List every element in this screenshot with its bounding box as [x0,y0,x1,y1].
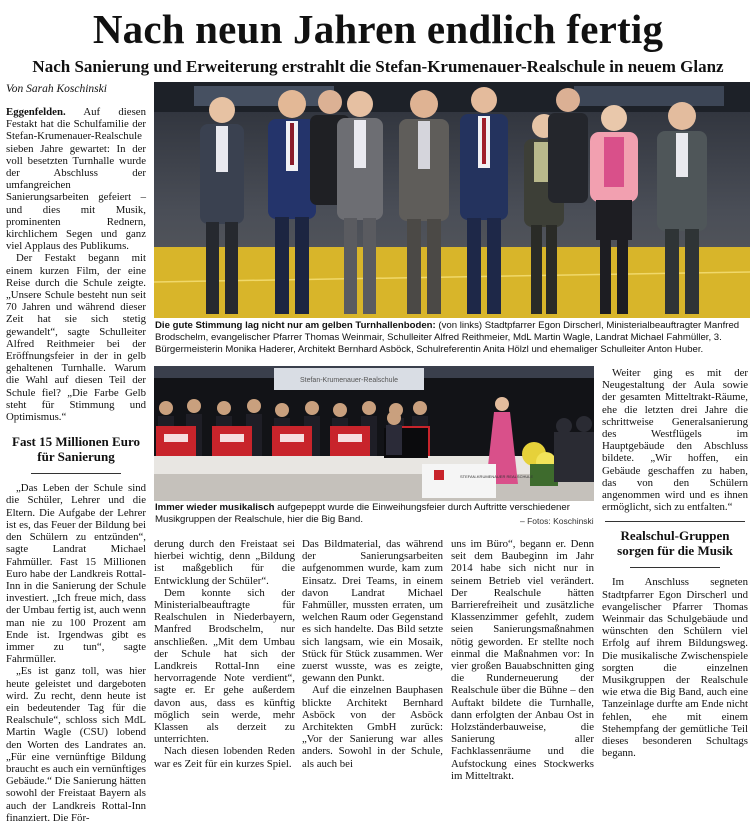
group-photo [154,82,750,318]
big-band-photo [154,366,594,501]
caption-text: (von links) Stadtpfarrer Egon Dirscherl, Ministerialbeauftragter Manfred Brodschelm, evangelischer Pfarrer Thomas Weinmair, Schulleiter Alfred Reithmeier, MdL Martin Wagle, Landrat Michael Fahmüller, 3. Bürgermeisterin Monika Haderer, Architekt Bernhard Asböck, Schulreferentin Anita Hölzl und ehemaliger Schulleiter Anton Huber. [155,320,740,355]
paragraph: „Das Leben der Schule sind die Schüler, Lehrer und die Eltern. Die Aufgabe der Lehrer ist es, das Feuer der Bildung bei den Schülern zu entzünden“, sagte Landrat Michael Fahmüller. Fast 15 Millionen Euro habe der Landkreis Rottal-Inn in die Sanierung der Schule investiert. „Ich freue mich, dass der Umbau fertig ist, auch wenn man nie zu 100 Prozent am Ende ist. Irgendwas gibt es immer zu tun“, sagte Fahrmüller. [6,482,146,666]
paragraph: Nach diesen lobenden Reden war es Zeit für ein kurzes Spiel. [154,745,295,770]
dateline: Eggenfelden. [6,106,66,118]
banner-text: Stefan-Krumenauer-Realschule [299,377,399,384]
article-headline: Nach neun Jahren endlich fertig [92,6,664,52]
paragraph: uns im Büro“, begann er. Denn seit dem Baubeginn im Jahr 2014 habe sich nicht nur in seinem Betrieb viel verändert. Der Realschule hätten Barrierefreiheit und zusätzliche Klassenzimmer gefehlt, zudem seien Sanierungsmaßnahmen nötig geworden. Er stellte noch einmal die Maßnahmen vor: In vier großen Bauabschnitten ging die Runderneuerung der Realschule über die Bühne – den Auftakt bildete die Turnhalle, dann erfolgten der Anbau Ost in Holzständerbauweise, die Sanierung aller Fachklassenräume und die Aufstockung eines Stockwerks im Mitteltrakt. [451,538,594,782]
heading-rule [31,473,121,474]
paragraph: „Es ist ganz toll, was hier heute geleistet und dargeboten wird. Zu recht, denn heute ist ein bedeutender Tag für die Realschule“, schloss sich MdL Martin Wagle (CSU) lobend den Worten des Landrates an. „Für eine vernünftige Bildung braucht es auch ein vernünftiges Gebäude.“ Die Sanierung hätten sowohl der Freistaat Bayern als auch der Landkreis Rottal-Inn finanziert. Die För- [6,665,146,824]
caption-text: aufgepeppt wurde die Einweihungsfeier durch Auftritte verschiedener Musikgruppen der Realschule, hier die Big Band. [155,502,570,525]
column-rule [605,521,745,522]
article-byline: Von Sarah Koschinski [6,83,107,95]
paragraph: Der Festakt begann mit einem kurzen Film, der eine Reise durch die Schule zeigte. „Unsere Schule besteht nun seit 70 Jahren und während dieser Zeit hat sie sich stetig gewandelt“, sagte Schulleiter Alfred Reithmeier bei der Eröffnungsfeier in der in gelb gehaltenen Turnhalle. Warum die Wahl auf diesen Teil der Schule fiel? „Die Farbe Gelb steht für Stimmung und Optimismus.“ [6,252,146,424]
section-heading: Fast 15 Millionen Euro für Sanierung [12,434,140,465]
paragraph: Das Bildmaterial, das während der Sanierungsarbeiten aufgenommen wurde, kam zum Einsatz. Drei Teams, in einem davon Landrat Michael Fahmüller, mussten erraten, um welchen Raum oder Gegenstand es sich handelte. Das Bild setzte sich langsam, wie ein Mosaik, Stück für Stück zusammen. Wer zuerst wusste, was es zeigte, gewann den Punkt. [302,538,443,685]
paragraph: Weiter ging es mit der Neugestaltung der Aula sowie der gesamten Mitteltrakt-Räume, ehe die letzten drei Jahre die schrittweise Generalsanierung des Westflügels im Hauptgebäude den Abschluss bildete. „Wir hoffen, ein Gebäude geschaffen zu haben, das von den Schülern angenommen wird und es ihnen ermöglicht, sich zu entfalten.“ [602,367,748,514]
article-subheadline: Nach Sanierung und Erweiterung erstrahlt die Stefan-Krumenauer-Realschule in neuem Glanz [32,57,724,76]
paragraph: Auf die einzelnen Bauphasen blickte Architekt Bernhard Asböck von der Asböck Architekten GmbH zurück: „Vor der Sanierung war alles anders. Sowohl in der Schule, als auch bei [302,684,443,770]
group-photo-caption [155,320,748,356]
paragraph: Eggenfelden. Auf diesen Festakt hat die Schulfamilie der Stefan-Krumenauer-Realschule sieben Jahre gewartet: In der voll besetzten Turnhalle wurde der Abschluss der umfangreichen Sanierungsarbeiten gefeiert – und dies mit Musik, prominenten Rednern, kirchlichem Segen und ganz viel Applaus des Publikums. [6,106,146,253]
article-column-3 [302,538,443,770]
paragraph: derung durch den Freistaat sei hierbei wichtig, denn „Bildung ist maßgeblich für die Entwicklung der Schüler“. [154,538,295,587]
photo-credit: – Fotos: Koschinski [520,516,594,526]
paragraph: Dem konnte sich der Ministerialbeauftragte für Realschulen in Niederbayern, Manfred Brodschelm, nur anschließen. „Mit dem Umbau der Schule hat sich der Landkreis Rottal-Inn eine hervorragende Note verdient“, sagte er. Er gehe außerdem davon aus, dass es künftig möglich sein werde, mehr Klassen als derzeit zu unterrichten. [154,586,295,746]
article-column-2 [154,538,295,770]
caption-lead: Immer wieder musikalisch [155,502,275,513]
article-column-1 [6,106,146,824]
article-column-right [602,367,748,759]
heading-rule [630,567,720,568]
section-heading: Realschul-Gruppen sorgen für die Musik [617,528,733,559]
paragraph: Im Anschluss segneten Stadtpfarrer Egon Dirscherl und evangelischer Pfarrer Thomas Weinmair das Schulgebäude und wünschten den Schülern viel Erfolg auf ihrem Bildungsweg. Die musikalische Zwischenspiele sorgten die einzelnen Musikgruppen der Realschule wie etwa die Big Band, auch eine Tanzeinlage durfte am Ende nicht fehlen, ehe mit einem Stehempfang der gemütliche Teil dieses besonderen Schultags begann. [602,576,748,760]
big-band-photo-illustration [154,366,594,501]
caption-lead: Die gute Stimmung lag nicht nur am gelben Turnhallenboden: [155,320,436,331]
lectern-text: STEFAN-KRUMENAUER REALSCHULE [460,474,534,479]
group-photo-illustration [154,82,750,318]
article-column-4 [451,538,594,782]
